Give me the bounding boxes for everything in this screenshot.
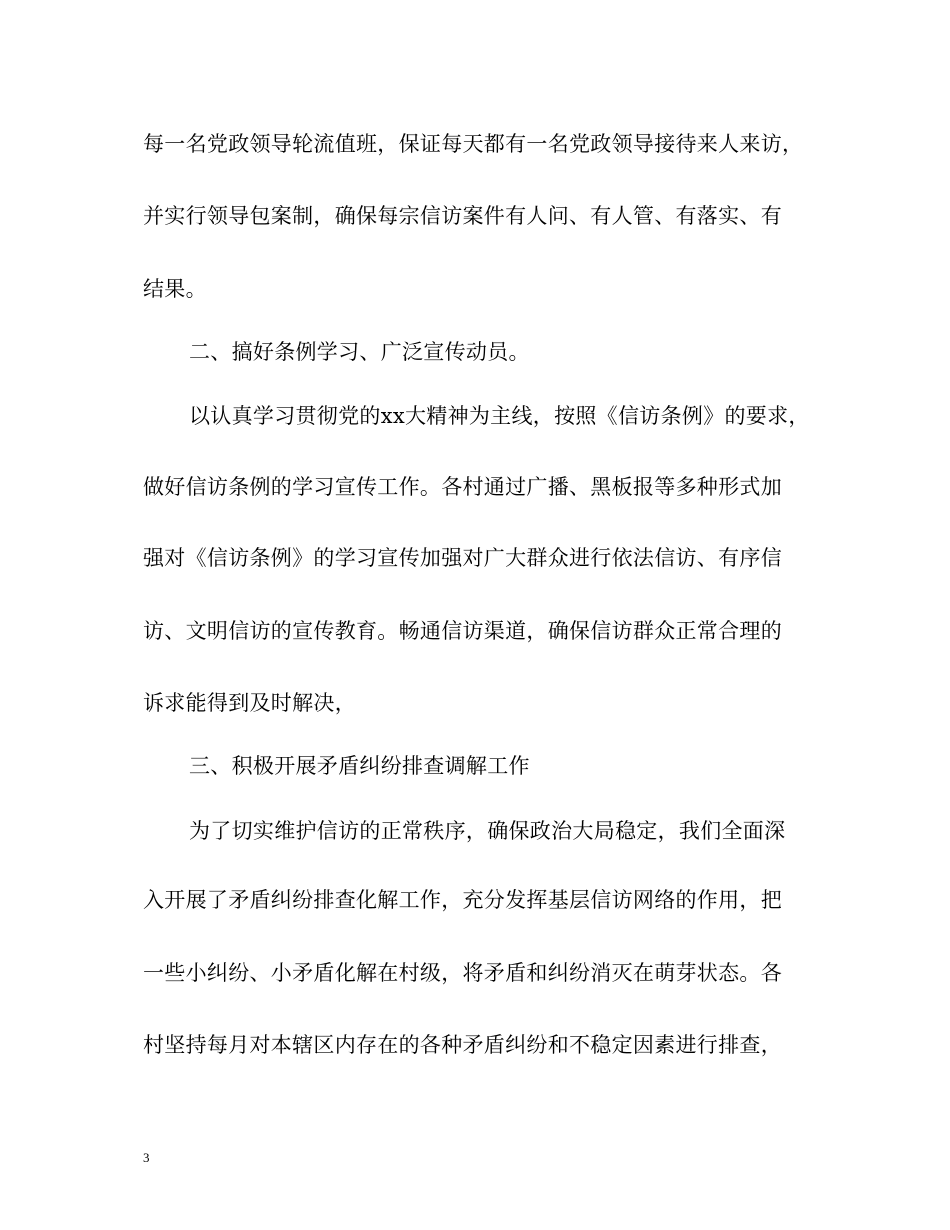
section-heading: 三、积极开展矛盾纠纷排查调解工作 (189, 754, 530, 778)
body-text-line: 诉求能得到及时解决， (143, 691, 356, 715)
body-text-line: 村坚持每月对本辖区内存在的各种矛盾纠纷和不稳定因素进行排查， (143, 1033, 782, 1057)
body-text-line: 为了切实维护信访的正常秩序，确保政治大局稳定，我们全面深 (189, 819, 786, 843)
body-text-line: 以认真学习贯彻党的xx大精神为主线，按照《信访条例》的要求， (189, 404, 810, 428)
body-text-line: 并实行领导包案制，确保每宗信访案件有人问、有人管、有落实、有 (143, 204, 782, 228)
page-number: 3 (143, 1150, 150, 1165)
section-heading: 二、搞好条例学习、广泛宣传动员。 (189, 340, 530, 364)
body-text-line: 结果。 (143, 277, 207, 301)
body-text-line: 做好信访条例的学习宣传工作。各村通过广播、黑板报等多种形式加 (143, 475, 782, 499)
body-text-line: 每一名党政领导轮流值班，保证每天都有一名党政领导接待来人来访， (143, 132, 804, 156)
body-text-line: 访、文明信访的宣传教育。畅通信访渠道，确保信访群众正常合理的 (143, 619, 782, 643)
body-text-line: 入开展了矛盾纠纷排查化解工作，充分发挥基层信访网络的作用，把 (143, 888, 782, 912)
body-text-line: 一些小纠纷、小矛盾化解在村级，将矛盾和纠纷消灭在萌芽状态。各 (143, 961, 782, 985)
body-text-line: 强对《信访条例》的学习宣传加强对广大群众进行依法信访、有序信 (143, 546, 782, 570)
